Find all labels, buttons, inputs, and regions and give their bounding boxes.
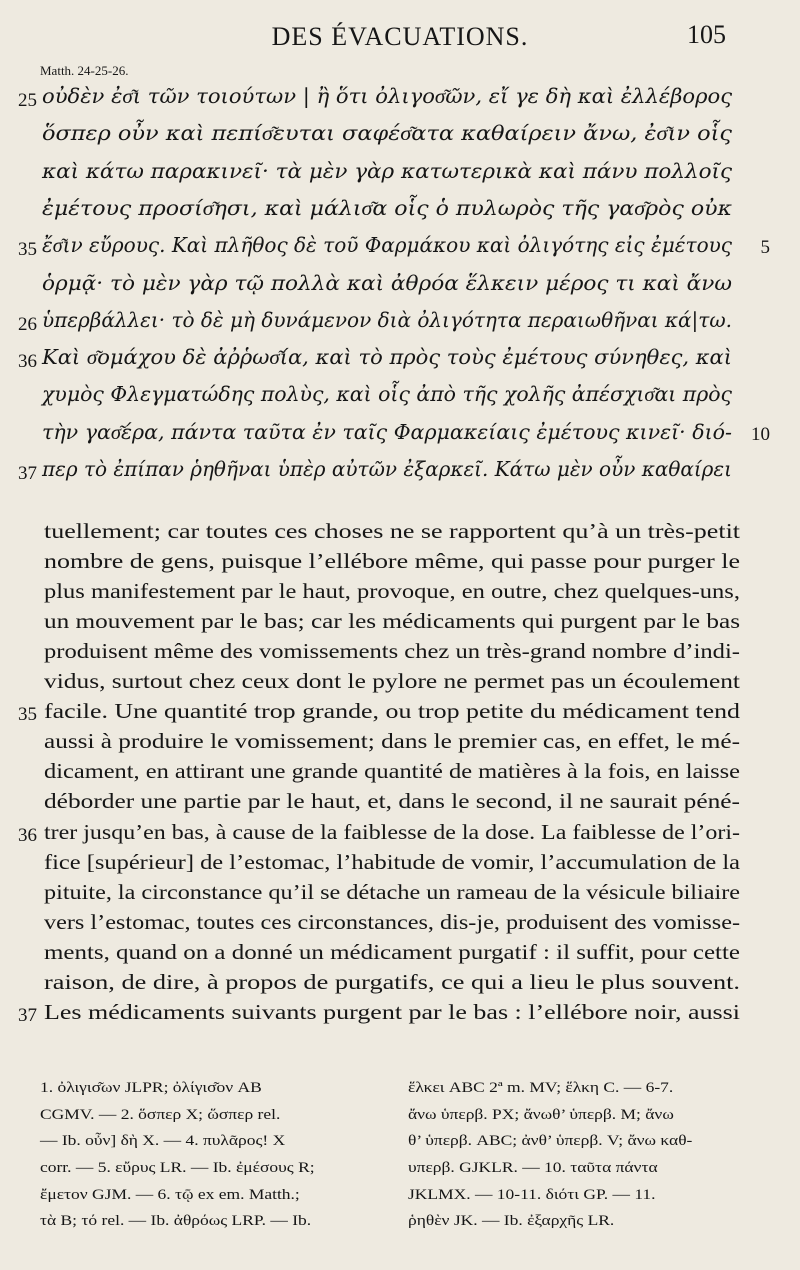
french-line: [0, 1000, 800, 1028]
french-line: [0, 579, 800, 607]
greek-line-text: ὅσπερ οὖν καὶ πεπίσ͂ευται σαφέσ͂ατα καθαίρειν ἄνω, ἐσ͂ιν οἷς: [42, 121, 732, 146]
greek-line-text: περ τὸ ἐπίπαν ῥηθῆναι ὑπὲρ αὐτῶν ἐξαρκεῖ. Κάτω μὲν οὖν καθαίρει: [42, 457, 733, 481]
french-line-text: tuellement; car toutes ces choses ne se rapportent qu’à un très-petit: [44, 519, 741, 543]
footnote-line: [40, 1128, 388, 1155]
french-line: [0, 910, 800, 938]
french-line: [0, 789, 800, 817]
footnotes-right-column: [408, 1075, 760, 1235]
footnote-line: [40, 1155, 388, 1182]
footnote-line: [408, 1075, 760, 1102]
line-number-left: 36: [18, 351, 37, 373]
french-line-text: fice [supérieur] de l’estomac, l’habitude de vomir, l’accumulation de la: [44, 849, 741, 874]
french-line: [0, 609, 800, 637]
greek-line: [0, 420, 800, 450]
footnote-line-text: θ’ ὑπερβ. ABC; ἀνθ’ ὑπερβ. V; ἄνω καθ-: [408, 1132, 693, 1150]
greek-line-text: οὐδὲν ἐσ͂ι τῶν τοιούτων | ἢ ὅτι ὀλιγοσ͂ῶν, εἴ γε δὴ καὶ ἐλλέβορος: [42, 84, 733, 108]
page-number: 105: [687, 20, 726, 49]
french-line: [0, 759, 800, 787]
footnote-line: [40, 1102, 388, 1129]
footnote-line-text: CGMV. — 2. ὅσπερ X; ὥσπερ rel.: [40, 1105, 281, 1123]
french-line-text: vers l’estomac, toutes ces circonstances, dis-je, produisent des vomisse-: [44, 909, 741, 934]
french-line-text: nombre de gens, puisque l’ellébore même, qui passe pour purger le: [44, 549, 741, 574]
french-line-text: trer jusqu’en bas, à cause de la faiblesse de la dose. La faiblesse de l’ori-: [44, 819, 740, 844]
french-line: [0, 639, 800, 667]
greek-line: [0, 345, 800, 375]
french-line: [0, 519, 800, 547]
source-reference: Matth. 24-25-26.: [40, 63, 129, 78]
french-line-text: dicament, en attirant une grande quantité de matières à la fois, en laisse: [44, 759, 741, 784]
footnote-line-text: — Ib. οὖν] δὴ X. — 4. πυλᾶρος! X: [40, 1132, 286, 1150]
greek-line-text: ὁρμᾷ· τὸ μὲν γὰρ τῷ πολλὰ καὶ ἀθρόα ἕλκειν μέρος τι καὶ ἄνω: [42, 270, 732, 295]
footnote-line-text: JKLMX. — 10-11. διότι GP. — 11.: [408, 1185, 656, 1203]
greek-line-text: Καὶ σ͂ομάχου δὲ ἀῤῥωσ͂ία, καὶ τὸ πρὸς τοὺς ἐμέτους σύνηθες, καὶ: [42, 345, 733, 370]
footnote-line-text: ῥηθὲν JK. — Ib. ἐξαρχῆς LR.: [408, 1212, 615, 1230]
french-line-text: déborder une partie par le haut, et, dans le second, il ne saurait péné-: [44, 789, 740, 814]
french-line-text: produisent même des vomissements chez un très-grand nombre d’indi-: [44, 639, 740, 664]
running-title: DES ÉVACUATIONS.: [271, 22, 529, 51]
footnote-line: [408, 1208, 760, 1235]
french-line-text: pituite, la circonstance qu’il se détache un rameau de la vésicule biliaire: [44, 879, 741, 904]
french-line: [0, 940, 800, 968]
footnote-line: [40, 1182, 388, 1209]
french-line: [0, 880, 800, 908]
greek-line: [0, 84, 800, 114]
french-line: [0, 729, 800, 757]
french-line-text: facile. Une quantité trop grande, ou trop petite du médicament tend: [44, 699, 740, 724]
french-line: [0, 549, 800, 577]
french-line: [0, 699, 800, 727]
footnotes-left-column: [40, 1075, 388, 1235]
footnote-line-text: ἔμετον GJM. — 6. τῷ ex em. Matth.;: [40, 1185, 300, 1203]
footnote-line: [408, 1182, 760, 1209]
french-line-text: un mouvement par le bas; car les médicaments qui purgent par le bas: [44, 609, 741, 634]
greek-line-text: ἔσ͂ιν εὔρους. Καὶ πλῆθος δὲ τοῦ Φαρμάκου καὶ ὀλιγότης εἰς ἐμέτους: [42, 233, 732, 258]
line-number-right: 5: [760, 237, 770, 259]
footnote-line-text: υπερβ. GJKLR. — 10. ταῦτα πάντα: [408, 1159, 658, 1177]
greek-line-text: ἐμέτους προσίσ͂ησι, καὶ μάλισ͂α οἷς ὁ πυλωρὸς τῆς γασ͂ρὸς οὐκ: [42, 195, 732, 220]
french-line-text: ments, quand on a donné un médicament purgatif : il suffit, pour cette: [44, 939, 740, 964]
footnote-line-text: ἕλκει ABC 2ª m. MV; ἕλκη C. — 6-7.: [408, 1079, 674, 1096]
french-line-text: raison, de dire, à propos de purgatifs, ce qui a lieu le plus souvent.: [44, 969, 740, 994]
line-number-left: 35: [18, 239, 37, 261]
greek-line: [0, 382, 800, 412]
footnote-line-text: 1. ὀλιγισ͂ων JLPR; ὀλίγισ͂ον AB: [40, 1079, 262, 1096]
greek-line: [0, 196, 800, 226]
french-line: [0, 850, 800, 878]
greek-line: [0, 271, 800, 301]
line-number-left: 37: [18, 463, 37, 484]
footnote-line: [40, 1075, 388, 1102]
line-number-right: 10: [751, 423, 770, 445]
greek-line: [0, 121, 800, 151]
french-line-text: Les médicaments suivants purgent par le bas : l’ellébore noir, aussi: [44, 999, 740, 1024]
line-number-left: 26: [18, 313, 37, 335]
greek-line-text: χυμὸς Φλεγματώδης πολὺς, καὶ οἷς ἀπὸ τῆς χολῆς ἀπέσχισ͂αι πρὸς: [42, 382, 732, 407]
greek-line-text: καὶ κάτω παρακινεῖ· τὰ μὲν γὰρ κατωτερικὰ καὶ πάνυ πολλοῖς: [42, 158, 732, 183]
footnote-line: [408, 1155, 760, 1182]
greek-line-text: ὑπερβάλλει· τὸ δὲ μὴ δυνάμενον διὰ ὀλιγότητα περαιωθῆναι κά|τω.: [42, 307, 732, 332]
french-line-text: aussi à produire le vomissement; dans le premier cas, en effet, le mé-: [44, 729, 740, 754]
french-line: [0, 970, 800, 998]
footnote-line: [40, 1208, 388, 1235]
footnote-line-text: corr. — 5. εὔρυς LR. — Ib. ἐμέσους R;: [40, 1159, 315, 1177]
footnote-line: [408, 1128, 760, 1155]
footnote-line-text: τὰ B; τό rel. — Ib. ἀθρόως LRP. — Ib.: [40, 1212, 312, 1230]
french-line-text: vidus, surtout chez ceux dont le pylore ne permet pas un écoulement: [44, 669, 741, 694]
greek-line-text: τὴν γασ͂έρα, πάντα ταῦτα ἐν ταῖς Φαρμακείαις ἐμέτους κινεῖ· διό-: [42, 419, 732, 444]
french-line-text: plus manifestement par le haut, provoque, en outre, chez quelques-uns,: [44, 579, 740, 604]
greek-line: [0, 308, 800, 338]
greek-line: [0, 159, 800, 189]
footnote-line-text: ἄνω ὑπερβ. PX; ἄνωθ’ ὑπερβ. M; ἄνω: [408, 1105, 674, 1123]
greek-line: [0, 233, 800, 263]
line-number-left: 36: [18, 824, 37, 846]
line-number-left: 25: [18, 90, 37, 111]
footnote-line: [408, 1102, 760, 1129]
line-number-left: 35: [18, 704, 37, 726]
line-number-left: 37: [18, 1004, 37, 1026]
french-line: [0, 669, 800, 697]
greek-line: [0, 457, 800, 487]
french-line: [0, 820, 800, 848]
